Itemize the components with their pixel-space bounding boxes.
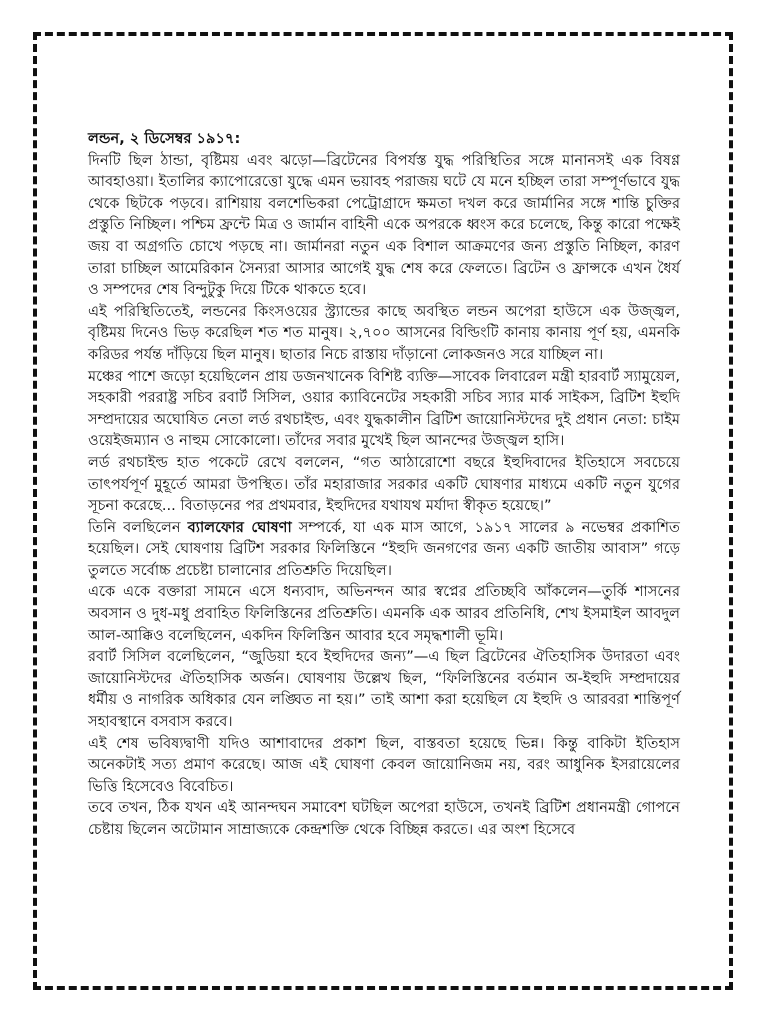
paragraph-7: রবার্ট সিসিল বলেছিলেন, “জুডিয়া হবে ইহুদিদের জন্য”—এ ছিল ব্রিটেনের ঐতিহাসিক উদারতা এবং জায়োনিস্টদের ঐতিহাসিক অর্জন। ঘোষণায় উল্লেখ ছিল, “ফিলিস্তিনের বর্তমান অ-ইহুদি সম্প্রদায়ের ধর্মীয় ও নাগরিক অধিকার যেন লঙ্ঘিত না হয়।” তাই আশা করা হয়েছিল যে ইহুদি ও আরবরা শান্তিপূর্ণ সহাবস্থানে বসবাস করবে। — [88, 648, 680, 731]
paragraph-8: এই শেষ ভবিষ্যদ্বাণী যদিও আশাবাদের প্রকাশ ছিল, বাস্তবতা হয়েছে ভিন্ন। কিন্তু বাকিটা ইতিহাস অনেকটাই সত্য প্রমাণ করেছে। আজ এই ঘোষণা কেবল জায়োনিজম নয়, বরং আধুনিক ইসরায়েলের ভিত্তি হিসেবেও বিবেচিত। — [88, 734, 680, 795]
paragraph-5 — [88, 517, 680, 582]
paragraph-5-rest: সম্পর্কে, যা এক মাস আগে, ১৯১৭ সালের ৯ নভেম্বর প্রকাশিত হয়েছিল। সেই ঘোষণায় ব্রিটিশ সরকার ফিলিস্তিনে “ইহুদি জনগণের জন্য একটি জাতীয় আবাস” গড়ে তুলতে সর্বোচ্চ প্রচেষ্টা চালানোর প্রতিশ্রুতি দিয়েছিল। — [88, 518, 680, 579]
dateline-heading: লন্ডন, ২ ডিসেম্বর ১৯১৭: — [88, 130, 241, 147]
paragraph-2: এই পরিস্থিতিতেই, লন্ডনের কিংসওয়ের স্ট্র্যান্ডের কাছে অবস্থিত লন্ডন অপেরা হাউসে এক উজ্জ্বল, বৃষ্টিময় দিনেও ভিড় করেছিল শত শত মানুষ। ২,৭০০ আসনের বিল্ডিংটি কানায় কানায় পূর্ণ হয়, এমনকি করিডর পর্যন্ত দাঁড়িয়ে ছিল মানুষ। ছাতার নিচে রাস্তায় দাঁড়ানো লোকজনও সরে যাচ্ছিল না। — [88, 302, 680, 363]
paragraph-6: একে একে বক্তারা সামনে এসে ধন্যবাদ, অভিনন্দন আর স্বপ্নের প্রতিচ্ছবি আঁকলেন—তুর্কি শাসনের অবসান ও দুধ-মধু প্রবাহিত ফিলিস্তিনের প্রতিশ্রুতি। এমনকি এক আরব প্রতিনিধি, শেখ ইসমাইল আবদুল আল-আক্কিও বলেছিলেন, একদিন ফিলিস্তিন আবার হবে সমৃদ্ধশালী ভূমি। — [88, 583, 680, 644]
paragraph-4: লর্ড রথচাইল্ড হাত পকেটে রেখে বললেন, “গত আঠারোশো বছরে ইহুদিবাদের ইতিহাসে সবচেয়ে তাৎপর্যপূর্ণ মুহূর্তে আমরা উপস্থিত। তাঁর মহারাজার সরকার একটি ঘোষণার মাধ্যমে একটি নতুন যুগের সূচনা করেছে... বিতাড়নের পর প্রথমবার, ইহুদিদের যথাযথ মর্যাদা স্বীকৃত হয়েছে।” — [88, 453, 680, 515]
balfour-declaration-term: ব্যালফোর ঘোষণা — [187, 518, 292, 536]
paragraph-5-lead: তিনি বলছিলেন — [88, 518, 188, 536]
paragraph-3: মঞ্চের পাশে জড়ো হয়েছিলেন প্রায় ডজনখানেক বিশিষ্ট ব্যক্তি—সাবেক লিবারেল মন্ত্রী হারবার্ট স্যামুয়েল, সহকারী পররাষ্ট্র সচিব রবার্ট সিসিল, ওয়ার ক্যাবিনেটের সহকারী সচিব স্যার মার্ক সাইকস, ব্রিটিশ ইহুদি সম্প্রদায়ের অঘোষিত নেতা লর্ড রথচাইল্ড, এবং যুদ্ধকালীন ব্রিটিশ জায়োনিস্টদের দুই প্রধান নেতা: চাইম ওয়েইজম্যান ও নাহুম সোকোলো। তাঁদের সবার মুখেই ছিল আনন্দের উজ্জ্বল হাসি। — [88, 367, 680, 450]
paragraph-9: তবে তখন, ঠিক যখন এই আনন্দঘন সমাবেশ ঘটছিল অপেরা হাউসে, তখনই ব্রিটিশ প্রধানমন্ত্রী গোপনে চেষ্টায় ছিলেন অটোমান সাম্রাজ্যকে কেন্দ্রশক্তি থেকে বিচ্ছিন্ন করতে। এর অংশ হিসেবে — [88, 799, 680, 838]
paragraph-1: দিনটি ছিল ঠান্ডা, বৃষ্টিময় এবং ঝড়ো—ব্রিটেনের বিপর্যস্ত যুদ্ধ পরিস্থিতির সঙ্গে মানানসই এক বিষণ্ণ আবহাওয়া। ইতালির ক্যাপোরেত্তো যুদ্ধে এমন ভয়াবহ পরাজয় ঘটে যে মনে হচ্ছিল তারা সম্পূর্ণভাবে যুদ্ধ থেকে ছিটকে পড়বে। রাশিয়ায় বলশেভিকরা পেট্রোগ্রাদে ক্ষমতা দখল করে জার্মানির সঙ্গে শান্তি চুক্তির প্রস্তুতি নিচ্ছিল। পশ্চিম ফ্রন্টে মিত্র ও জার্মান বাহিনী একে অপরকে ধ্বংস করে চলেছে, কিন্তু কারো পক্ষেই জয় বা অগ্রগতি চোখে পড়ছে না। জার্মানরা নতুন এক বিশাল আক্রমণের জন্য প্রস্তুতি নিচ্ছিল, কারণ তারা চাচ্ছিল আমেরিকান সৈন্যরা আসার আগেই যুদ্ধ শেষ করে ফেলতে। ব্রিটেন ও ফ্রান্সকে এখন ধৈর্য ও সম্পদের শেষ বিন্দুটুকু দিয়ে টিকে থাকতে হবে। — [88, 151, 680, 299]
document-body — [88, 128, 680, 841]
